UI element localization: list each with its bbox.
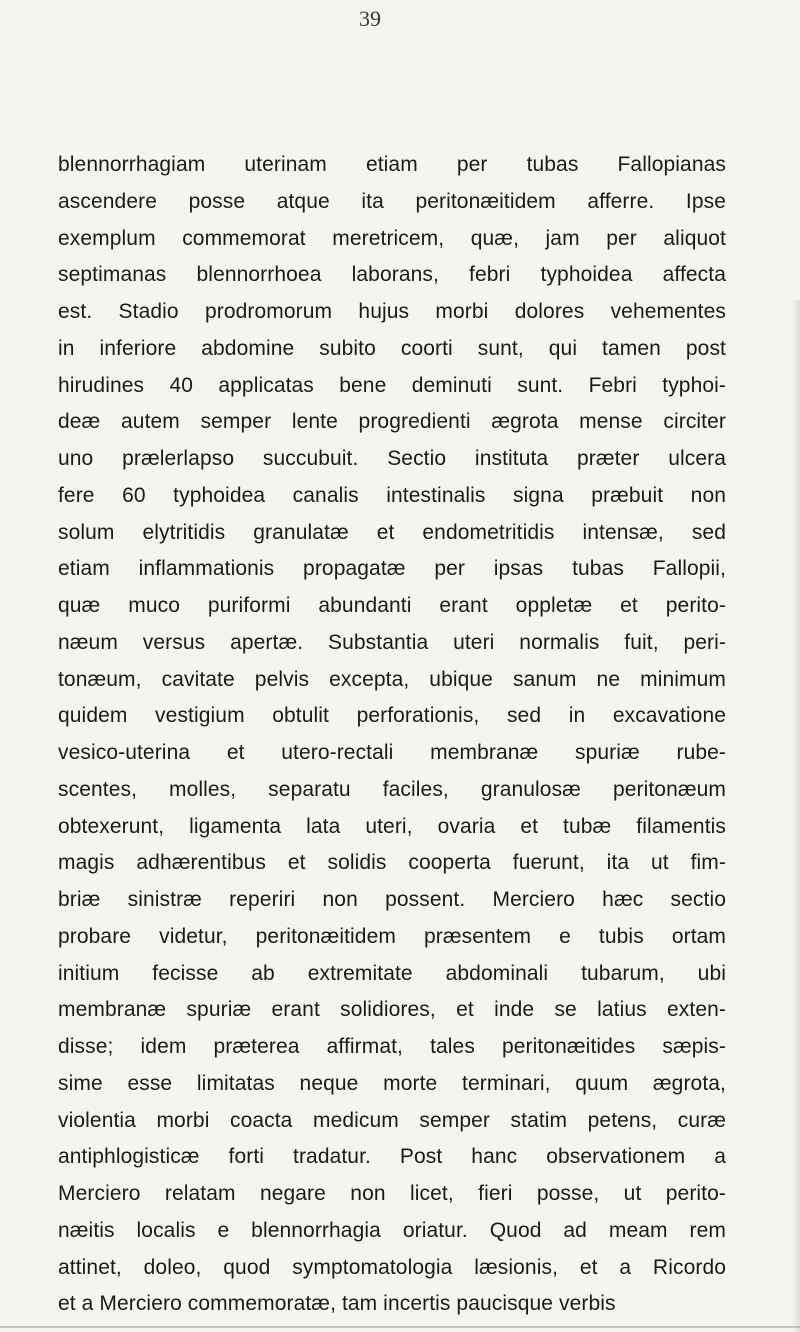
text-line: uno prælerlapso succubuit. Sectio instituta præter ulcera (58, 447, 726, 470)
text-line: probare videtur, peritonæitidem præsentem e tubis ortam (58, 924, 726, 948)
text-line: scentes, molles, separatu faciles, granulosæ peritonæum (58, 777, 726, 801)
text-line: briæ sinistræ reperiri non possent. Merciero hæc sectio (58, 888, 726, 911)
text-line: hirudines 40 applicatas bene deminuti sunt. Febri typhoi- (58, 373, 726, 397)
text-line: næum versus apertæ. Substantia uteri normalis fuit, peri- (58, 630, 726, 654)
page-number: 39 (359, 6, 381, 31)
text-line: fere 60 typhoidea canalis intestinalis signa præbuit non (58, 483, 726, 507)
text-line: membranæ spuriæ erant solidiores, et inde se latius exten- (58, 998, 726, 1022)
text-line: obtexerunt, ligamenta lata uteri, ovaria et tubæ filamentis (58, 814, 726, 838)
text-line: Merciero relatam negare non licet, fieri posse, ut perito- (58, 1182, 726, 1205)
text-line: quidem vestigium obtulit perforationis, sed in excavatione (58, 704, 726, 728)
text-line: magis adhærentibus et solidis cooperta fuerunt, ita ut fim- (58, 851, 726, 875)
text-line: tonæum, cavitate pelvis excepta, ubique sanum ne minimum (58, 667, 726, 691)
page-edge-shadow (792, 300, 800, 1332)
text-line: næitis localis e blennorrhagia oriatur. Quod ad meam rem (58, 1218, 726, 1242)
text-line: disse; idem præterea affirmat, tales peritonæitides sæpis- (58, 1035, 726, 1058)
text-line: deæ autem semper lente progredienti ægrota mense circiter (58, 410, 726, 434)
text-line: et a Merciero commemoratæ, tam incertis paucisque verbis (58, 1292, 616, 1316)
text-line: initium fecisse ab extremitate abdominali tubarum, ubi (58, 961, 726, 985)
text-line: est. Stadio prodromorum hujus morbi dolores vehementes (58, 300, 726, 323)
text-line: sime esse limitatas neque morte terminari, quum ægrota, (58, 1071, 726, 1095)
page-bottom-edge (0, 1326, 800, 1328)
text-line: antiphlogisticæ forti tradatur. Post hanc observationem a (58, 1145, 726, 1169)
text-line: attinet, doleo, quod symptomatologia læsionis, et a Ricordo (58, 1255, 726, 1279)
text-line: ascendere posse atque ita peritonæitidem afferre. Ipse (58, 189, 726, 213)
text-line: blennorrhagiam uterinam etiam per tubas Fallopianas (58, 153, 726, 176)
text-line: vesico-uterina et utero-rectali membranæ spuriæ rube- (58, 741, 726, 764)
text-line: etiam inflammationis propagatæ per ipsas tubas Fallopii, (58, 557, 726, 581)
text-line: solum elytritidis granulatæ et endometritidis intensæ, sed (58, 520, 726, 544)
text-line: violentia morbi coacta medicum semper statim petens, curæ (58, 1108, 726, 1132)
text-line: exemplum commemorat meretricem, quæ, jam per aliquot (58, 226, 726, 250)
text-line: in inferiore abdomine subito coorti sunt, qui tamen post (58, 336, 726, 360)
text-line: septimanas blennorrhoea laborans, febri typhoidea affecta (58, 263, 726, 287)
text-line: quæ muco puriformi abundanti erant oppletæ et perito- (58, 594, 726, 617)
body-text (58, 147, 726, 1323)
